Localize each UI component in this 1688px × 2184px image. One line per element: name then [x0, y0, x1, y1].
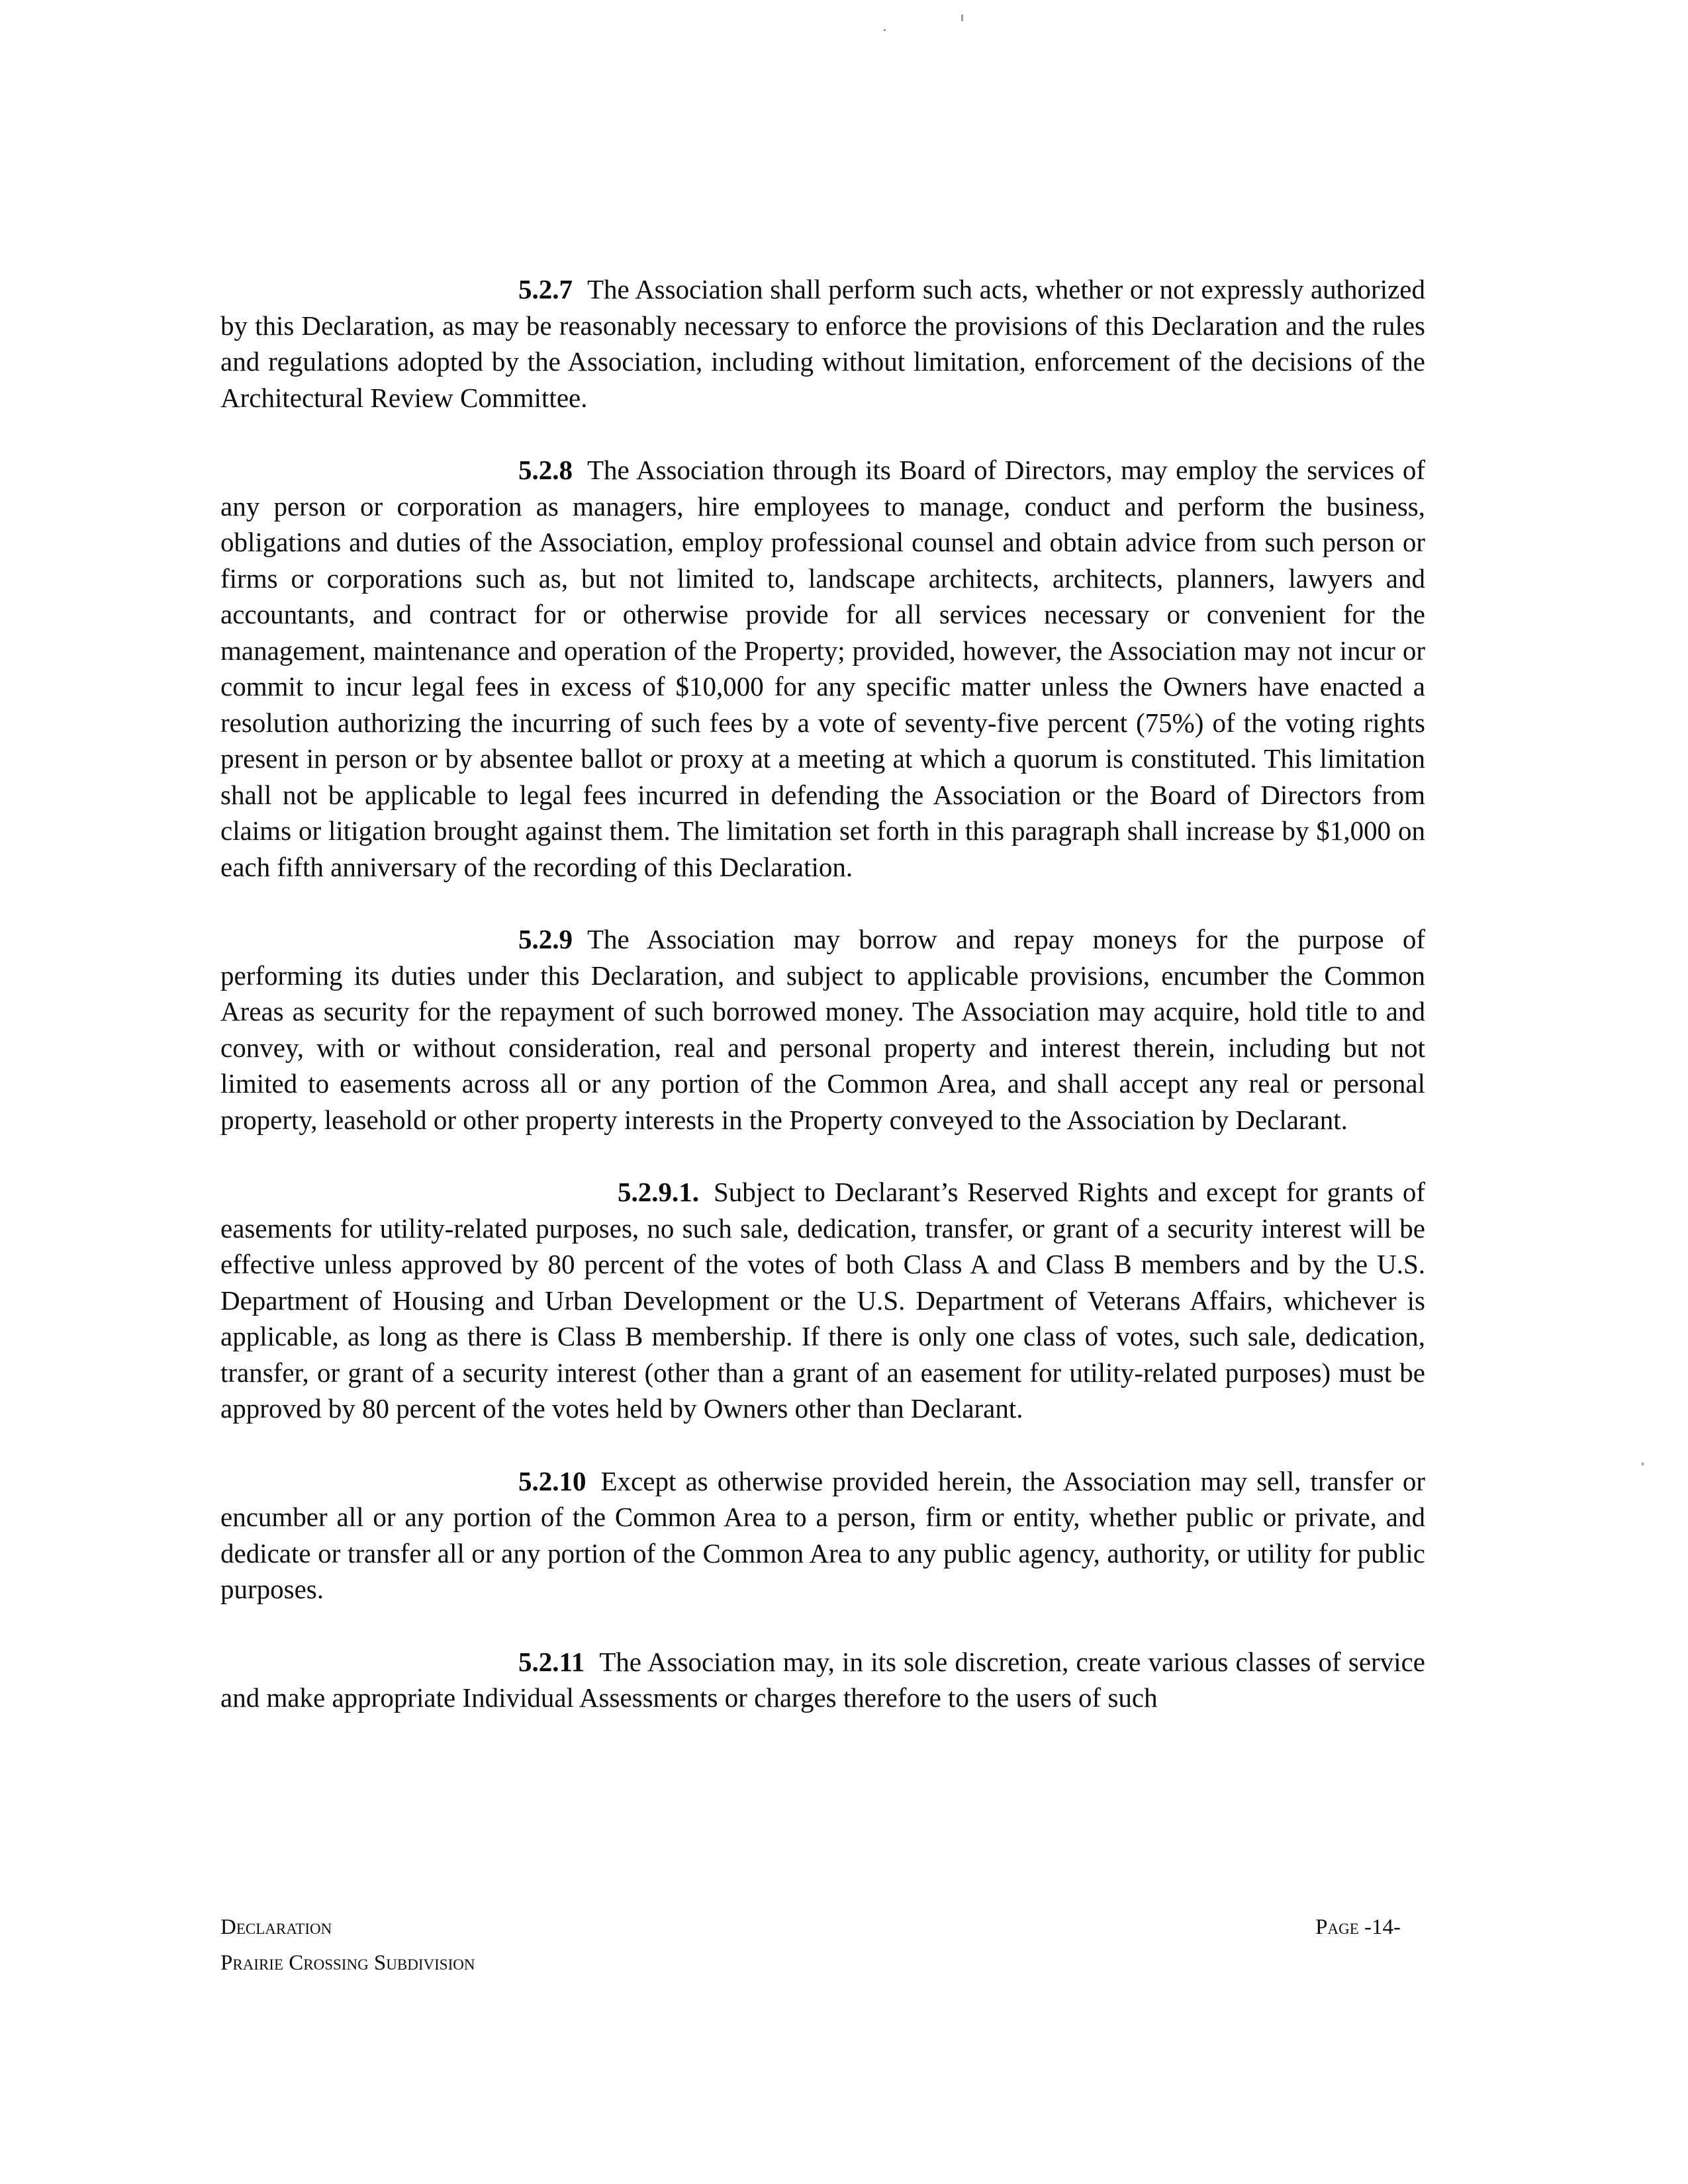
section-number: 5.2.10 [518, 1465, 586, 1496]
section-number: 5.2.11 [518, 1646, 585, 1677]
paragraph-5-2-9-1 [220, 1174, 1425, 1427]
paragraph-5-2-11 [220, 1644, 1425, 1716]
paragraph-5-2-8 [220, 452, 1425, 885]
paragraph-5-2-10 [220, 1463, 1425, 1608]
paragraph-text: The Association shall perform such acts, whether or not expressly authorized by this Declaration, as may be reasonably necessary to enforce the provisions of this Declaration and the rules and regulations adopted by the Association, including without limitation, enforcement of the decisions of the Architectural Review Committee. [220, 274, 1425, 413]
paragraph-text: Except as otherwise provided herein, the Association may sell, transfer or encumber all or any portion of the Common Area to a person, firm or entity, whether public or private, and dedicate or transfer all or any portion of the Common Area to any public agency, authority, or utility for public purposes. [220, 1465, 1425, 1604]
section-number: 5.2.7 [518, 274, 573, 304]
paragraph-text: The Association through its Board of Directors, may employ the services of any person or corporation as managers, hire employees to manage, conduct and perform the business, obligations and duties of the Association, employ professional counsel and obtain advice from such person or firms or corporations such as, but not limited to, landscape architects, architects, planners, lawyers and accountants, and contract for or otherwise provide for all services necessary or convenient for the management, maintenance and operation of the Property; provided, however, the Association may not incur or commit to incur legal fees in excess of $10,000 for any specific matter unless the Owners have enacted a resolution authorizing the incurring of such fees by a vote of seventy-five percent (75%) of the voting rights present in person or by absentee ballot or proxy at a meeting at which a quorum is constituted. This limitation shall not be applicable to legal fees incurred in defending the Association or the Board of Directors from claims or litigation brought against them. The limitation set forth in this paragraph shall increase by $1,000 on each fifth anniversary of the recording of this Declaration. [220, 455, 1425, 882]
paragraph-5-2-7 [220, 271, 1425, 416]
footer-line-declaration: Declaration [220, 1915, 332, 1939]
paragraph-text: The Association may, in its sole discretion, create various classes of service and make appropriate Individual Assessments or charges therefore to the users of such [220, 1646, 1425, 1713]
paragraph-text: The Association may borrow and repay moneys for the purpose of performing its duties under this Declaration, and subject to applicable provisions, encumber the Common Areas as security for the repayment of such borrowed money. The Association may acquire, hold title to and convey, with or without consideration, real and personal property and interest therein, including but not limited to easements across all or any portion of the Common Area, and shall accept any real or personal property, leasehold or other property interests in the Property conveyed to the Association by Declarant. [220, 924, 1425, 1135]
scan-speck [961, 15, 963, 21]
section-number: 5.2.8 [518, 455, 573, 485]
page-number: Page -14- [1315, 1915, 1401, 1939]
footer-document-title [220, 1909, 475, 1981]
document-body [220, 271, 1425, 1752]
paragraph-5-2-9 [220, 921, 1425, 1138]
paragraph-text: Subject to Declarant’s Reserved Rights and except for grants of easements for utility-related purposes, no such sale, dedication, transfer, or grant of a security interest will be effective unless approved by 80 percent of the votes of both Class A and Class B members and by the U.S. Department of Housing and Urban Development or the U.S. Department of Veterans Affairs, whichever is applicable, as long as there is Class B membership. If there is only one class of votes, such sale, dedication, transfer, or grant of a security interest (other than a grant of an easement for utility-related purposes) must be approved by 80 percent of the votes held by Owners other than Declarant. [220, 1177, 1425, 1424]
section-number: 5.2.9.1. [618, 1177, 699, 1207]
section-number: 5.2.9 [518, 924, 573, 954]
scan-speck [884, 29, 886, 31]
scan-speck [1642, 1463, 1644, 1465]
footer-line-subdivision: Prairie Crossing Subdivision [220, 1951, 475, 1975]
